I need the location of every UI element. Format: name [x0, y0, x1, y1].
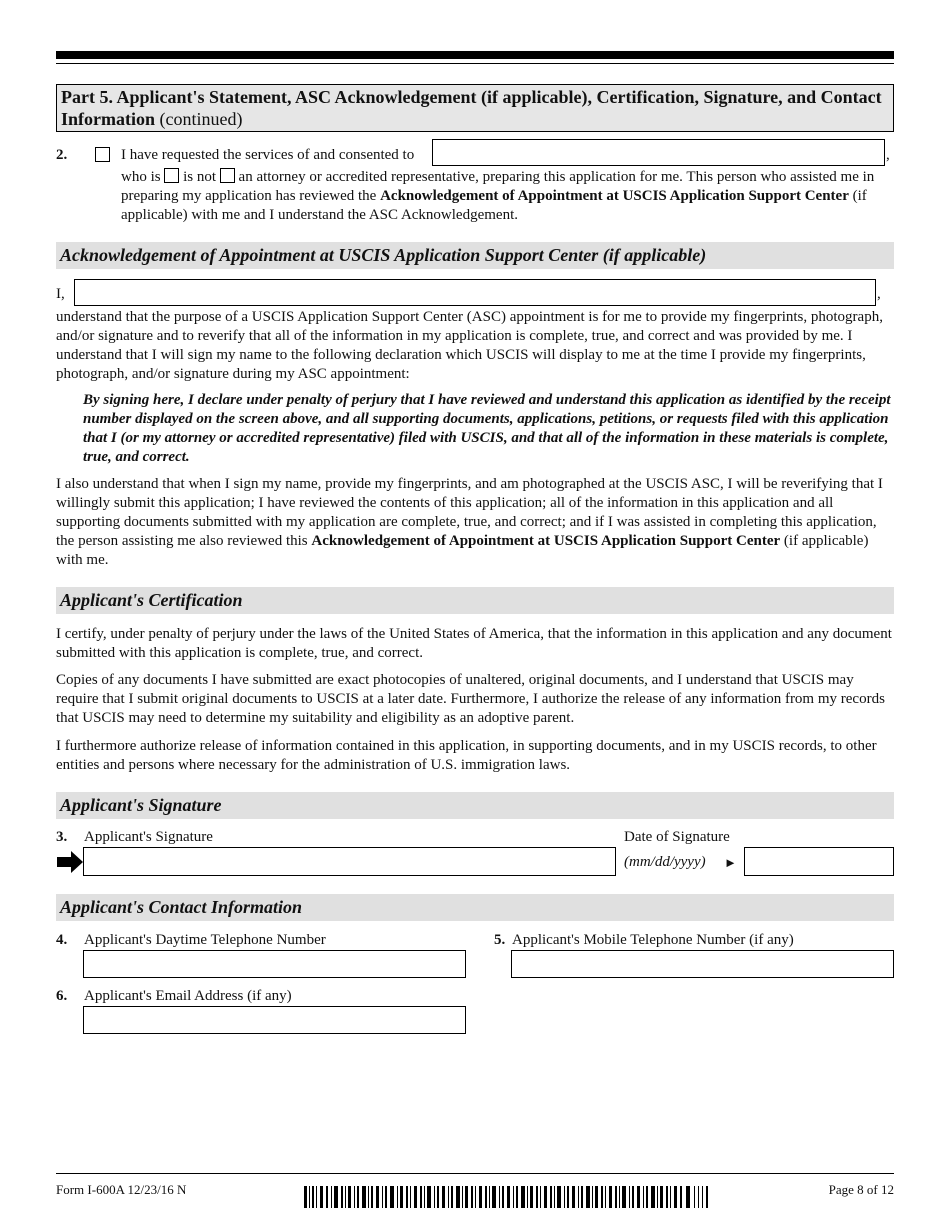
- asc-paragraph-2-end: (if applicable) with me.: [56, 533, 869, 568]
- top-rule-thin: [56, 63, 894, 64]
- form-id: Form I-600A 12/23/16 N: [56, 1182, 187, 1197]
- item-2-comma: ,: [886, 147, 890, 163]
- item-6-number: 6.: [56, 988, 68, 1004]
- date-of-signature-field[interactable]: [744, 847, 894, 876]
- applicant-name-field[interactable]: [74, 279, 876, 306]
- asc-paragraph-2-bold: Acknowledgement of Appointment at USCIS Application Support Center: [311, 533, 781, 549]
- certification-para-1: I certify, under penalty of perjury under the laws of the United States of America, that the information in this application and any document submitted with this application is complete, true, and correct.: [56, 626, 892, 661]
- asc-paragraph-2: [56, 475, 894, 570]
- date-of-signature-label: Date of Signature: [624, 829, 730, 845]
- date-arrow-icon: ►: [724, 855, 737, 870]
- part-continued: (continued): [159, 109, 243, 129]
- item-2-number: 2.: [56, 147, 68, 163]
- mobile-phone-field[interactable]: [511, 950, 894, 978]
- footer-rule: [56, 1173, 894, 1174]
- daytime-phone-label: Applicant's Daytime Telephone Number: [84, 932, 326, 948]
- page-number: Page 8 of 12: [828, 1182, 894, 1197]
- signature-heading: Applicant's Signature: [56, 792, 894, 819]
- contact-heading: Applicant's Contact Information: [56, 894, 894, 921]
- barcode-icon: [304, 1186, 710, 1208]
- item-2-line1: I have requested the services of and consented to: [121, 147, 415, 163]
- certification-heading: Applicant's Certification: [56, 587, 894, 614]
- item-2-line2: an attorney or accredited representative, preparing this application for me. This person who assisted me in preparing my application has reviewed the: [121, 169, 875, 204]
- item-2-checkbox[interactable]: [95, 147, 110, 162]
- item-2-body: [121, 168, 891, 225]
- is-checkbox[interactable]: [164, 168, 179, 183]
- asc-comma: ,: [877, 286, 881, 302]
- email-label: Applicant's Email Address (if any): [84, 988, 292, 1004]
- signature-field[interactable]: [83, 847, 616, 876]
- asc-paragraph-1: understand that the purpose of a USCIS Application Support Center (ASC) appointment is for me to provide my fingerprints, photograph, and/or signature and to reverify that all of the information in my application is complete, true, and correct and was provided by me. I understand that I will sign my name to the following declaration which USCIS will display to me at the time I provide my fingerprints, photograph, and/or signature during my ASC appointment:: [56, 309, 883, 382]
- is-not-text: is not: [183, 169, 217, 185]
- certification-para-2: Copies of any documents I have submitted are exact photocopies of unaltered, original documents, and I understand that USCIS may require that I submit original documents to USCIS at a later date. Furthermore, I authorize the release of any information from my records that USCIS may need to determine my suitability and eligibility as an adoptive parent.: [56, 672, 885, 726]
- top-rule-thick: [56, 51, 894, 59]
- declaration-text: By signing here, I declare under penalty of perjury that I have reviewed and understand this application as identified by the receipt number displayed on the screen above, and all supporting documents, applications, petitions, or requests filed with this application that I (or my attorney or accredited representative) filed with USCIS, and that all of the information in these materials is complete, true, and correct.: [83, 392, 891, 465]
- asc-paragraph-2-start: I also understand that when I sign my name, provide my fingerprints, and am photographed at the USCIS ASC, I will be reverifying that I willingly submit this application; I have reviewed the contents of this application; all of the information in this application and all supporting documents submitted with my application are complete, true, and correct; and if I was assisted in completing this application, the person assisting me also reviewed this: [56, 476, 883, 549]
- who-is-text: who is: [121, 169, 161, 185]
- item-3-number: 3.: [56, 829, 68, 845]
- certification-para-3: I furthermore authorize release of information contained in this application, in supporting documents, and in my USCIS records, to other entities and persons where necessary for the administration of U.S. immigration laws.: [56, 738, 877, 773]
- preparer-name-field[interactable]: [432, 139, 885, 166]
- date-format-hint: (mm/dd/yyyy): [624, 854, 706, 870]
- item-4-number: 4.: [56, 932, 68, 948]
- signature-label: Applicant's Signature: [84, 829, 213, 845]
- i-label: I,: [56, 286, 65, 302]
- item-2-line-end: (if applicable) with me and I understand the ASC Acknowledgement.: [121, 188, 867, 223]
- item-5-number: 5.: [494, 932, 506, 948]
- item-2-bold-ref: Acknowledgement of Appointment at USCIS Application Support Center: [380, 188, 849, 204]
- is-not-checkbox[interactable]: [220, 168, 235, 183]
- part-header: [56, 84, 894, 132]
- asc-section-heading: Acknowledgement of Appointment at USCIS Application Support Center (if applicable): [56, 242, 894, 269]
- sign-here-arrow-icon: [57, 851, 83, 873]
- mobile-phone-label: Applicant's Mobile Telephone Number (if any): [512, 932, 794, 948]
- part-title: Part 5. Applicant's Statement, ASC Acknowledgement (if applicable), Certification, Signature, and Contact Information: [61, 87, 882, 129]
- email-field[interactable]: [83, 1006, 466, 1034]
- daytime-phone-field[interactable]: [83, 950, 466, 978]
